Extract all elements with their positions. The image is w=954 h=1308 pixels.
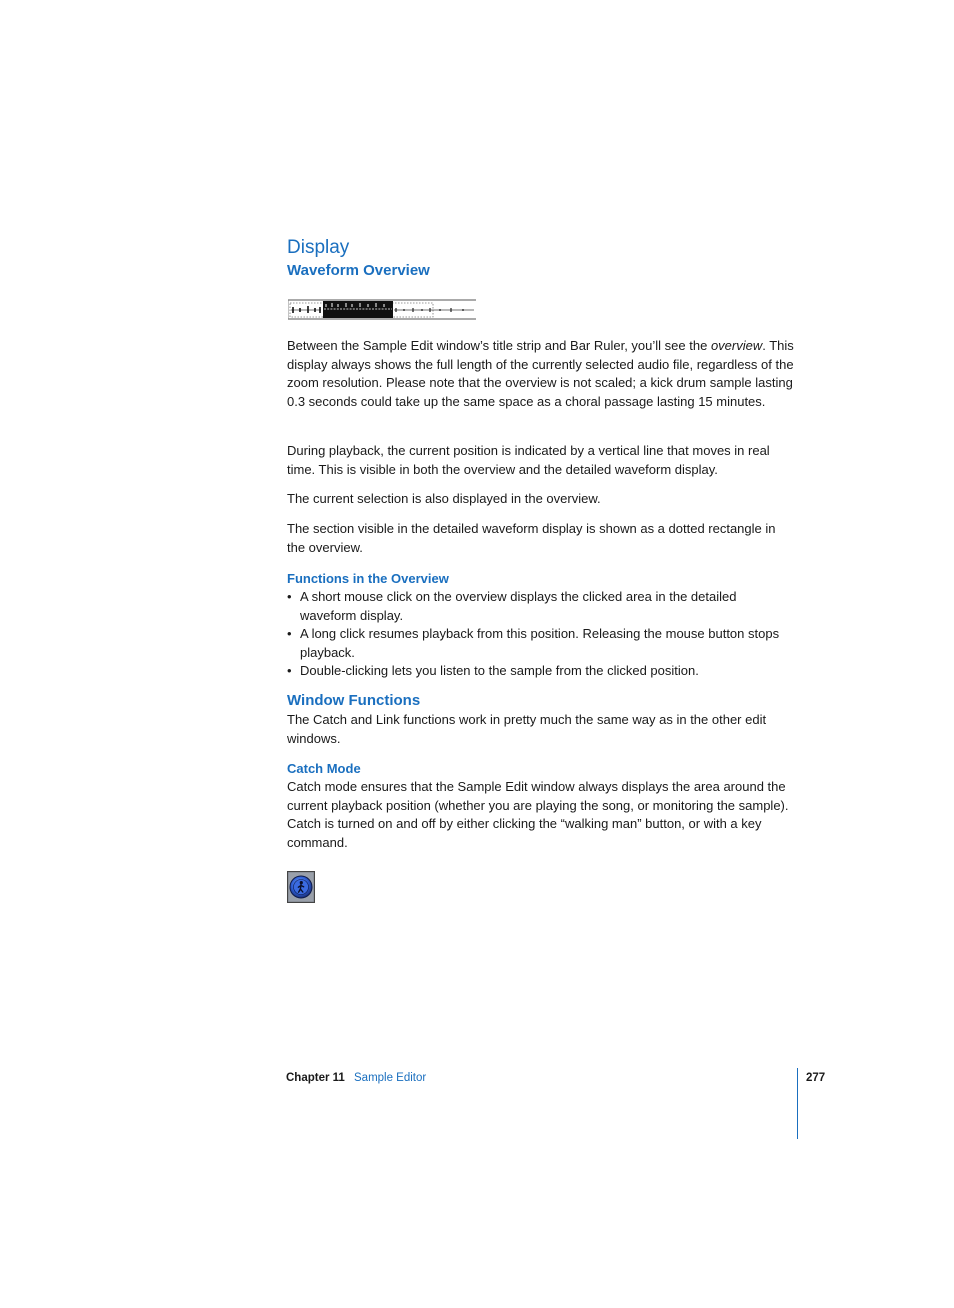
overview-description [287,337,795,411]
catch-mode-heading: Catch Mode [287,761,361,776]
text-run: . This display always shows the full length of the currently selected audio file, regardless of the zoom resolution. Please note that the overview is not scaled; a kick drum sample lasting 0.3 seconds could take up the same space as a choral passage lasting 15 minutes. [287,338,794,409]
functions-heading: Functions in the Overview [287,571,449,586]
paragraph [287,337,795,411]
window-functions-heading: Window Functions [287,692,421,709]
list-item: • A long click resumes playback from this position. Releasing the mouse button stops playback. [287,625,795,662]
subsection-waveform-overview: Waveform Overview [287,262,430,279]
functions-list [287,588,795,681]
section-title: Display [287,237,350,258]
paragraph-catch-mode: Catch mode ensures that the Sample Edit window always displays the area around the current playback position (whether you are playing the song, or monitoring the sample). Catch is turned on and off by either clicking the “walking man” button, or with a key command. [287,779,789,850]
footer-chapter-title: Sample Editor [354,1072,427,1084]
paragraph-window-functions: The Catch and Link functions work in pretty much the same way as in the other edit windows. [287,712,767,746]
paragraph-selection: The current selection is also displayed in the overview. [287,491,601,506]
waveform-overview-image [288,298,476,322]
walking-man-icon [287,871,315,903]
text-run: Between the Sample Edit window’s title strip and Bar Ruler, you’ll see the [287,338,711,353]
emphasis: overview [710,338,763,353]
footer-divider [797,1068,798,1139]
paragraph-dotted-rectangle: The section visible in the detailed waveform display is shown as a dotted rectangle in the overview. [287,521,776,555]
list-item: • Double-clicking lets you listen to the sample from the clicked position. [287,662,795,681]
list-item: • A short mouse click on the overview displays the clicked area in the detailed waveform display. [287,588,795,625]
paragraph-playback: During playback, the current position is indicated by a vertical line that moves in real time. This is visible in both the overview and the detailed waveform display. [287,443,770,477]
waveform-overview-graphic [288,298,476,322]
footer-chapter: Chapter 11 [286,1072,345,1084]
catch-button-image [287,871,315,903]
page-number: 277 [806,1072,826,1084]
